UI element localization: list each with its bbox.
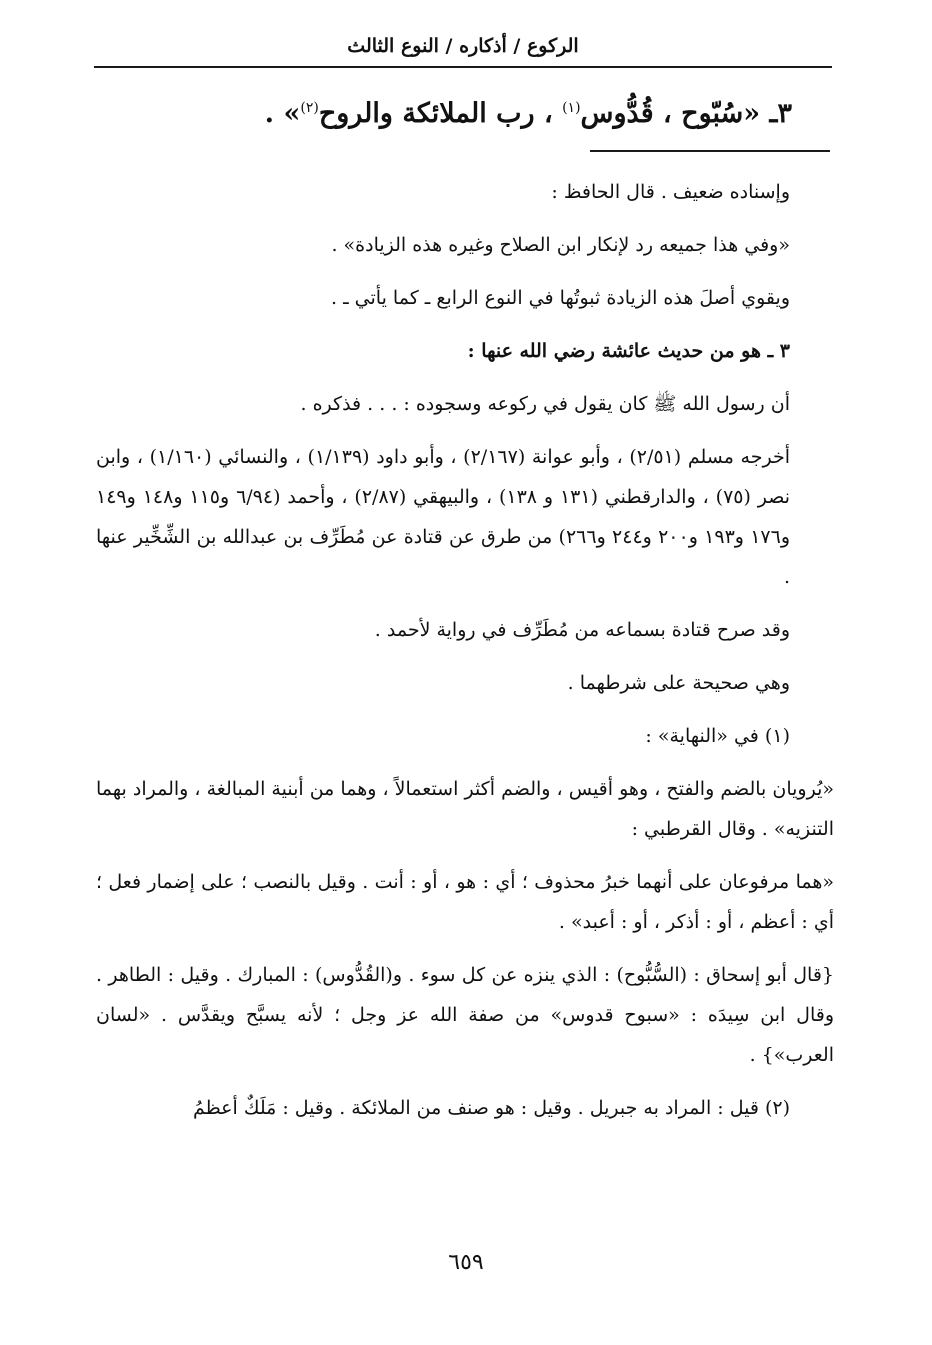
heading-text-3: » . bbox=[264, 98, 301, 129]
footnote-separator bbox=[590, 150, 830, 152]
footnote-ref-2: (٢) bbox=[300, 100, 319, 116]
footnote-ref-1: (١) bbox=[562, 100, 581, 116]
paragraph: وإسناده ضعيف . قال الحافظ : bbox=[551, 181, 790, 203]
paragraph: (١) في «النهاية» : bbox=[645, 725, 790, 747]
paragraph: ويقوي أصلَ هذه الزيادة ثبوتُها في النوع الرابع ـ كما يأتي ـ . bbox=[331, 287, 790, 309]
paragraph: «يُرويان بالضم والفتح ، وهو أقيس ، والضم أكثر استعمالاً ، وهما من أبنية المبالغة ، والمراد بهما التنزيه» . وقال القرطبي : bbox=[96, 778, 834, 840]
paragraph: ٣ ـ هو من حديث عائشة رضي الله عنها : bbox=[467, 340, 790, 362]
paragraph: وهي صحيحة على شرطهما . bbox=[567, 672, 790, 694]
footnotes-body bbox=[96, 172, 834, 1141]
paragraph: «هما مرفوعان على أنهما خبرُ محذوف ؛ أي : هو ، أو : أنت . وقيل بالنصب ؛ على إضمار فعل ؛ أي : أعظم ، أو : أذكر ، أو : أعبد» . bbox=[96, 871, 834, 933]
paragraph: أخرجه مسلم (٢/٥١) ، وأبو عوانة (٢/١٦٧) ، وأبو داود (١/١٣٩) ، والنسائي (١/١٦٠) ، وابن نصر (٧٥) ، والدارقطني (١٣١ و ١٣٨) ، والبيهقي (٢/٨٧) ، وأحمد (٦/٩٤ و١١٥ و١٤٨ و١٤٩ و١٧٦ و١٩٣ و٢٠٠ و٢٤٤ و٢٦٦) من طرق عن قتادة عن مُطَرِّف بن عبدالله بن الشِّخِّير عنها . bbox=[96, 446, 791, 588]
paragraph: أن رسول الله ﷺ كان يقول في ركوعه وسجوده : . . . فذكره . bbox=[300, 393, 790, 415]
paragraph: «وفي هذا جميعه رد لإنكار ابن الصلاح وغيره هذه الزيادة» . bbox=[331, 234, 790, 256]
header-rule bbox=[94, 66, 832, 68]
paragraph: وقد صرح قتادة بسماعه من مُطَرِّف في رواية لأحمد . bbox=[374, 619, 790, 641]
running-header: الركوع / أذكاره / النوع الثالث bbox=[347, 35, 579, 57]
heading-text-2: ، رب الملائكة والروح bbox=[318, 98, 563, 129]
page-number: ٦٥٩ bbox=[448, 1250, 484, 1275]
paragraph: (٢) قيل : المراد به جبريل . وقيل : هو صنف من الملائكة . وقيل : مَلَكٌ أعظمُ bbox=[192, 1097, 790, 1119]
paragraph: {قال أبو إسحاق : (السُّبُّوح) : الذي ينزه عن كل سوء . و(القُدُّوس) : المبارك . وقيل : الطاهر . وقال ابن سِيدَه : «سبوح قدوس» من صفة الله عز وجل ؛ لأنه يسبَّح ويقدَّس . «لسان العرب»} . bbox=[96, 964, 834, 1066]
section-heading bbox=[265, 92, 792, 136]
heading-text-1: ٣ـ «سُبّوح ، قُدُّوس bbox=[580, 98, 792, 129]
